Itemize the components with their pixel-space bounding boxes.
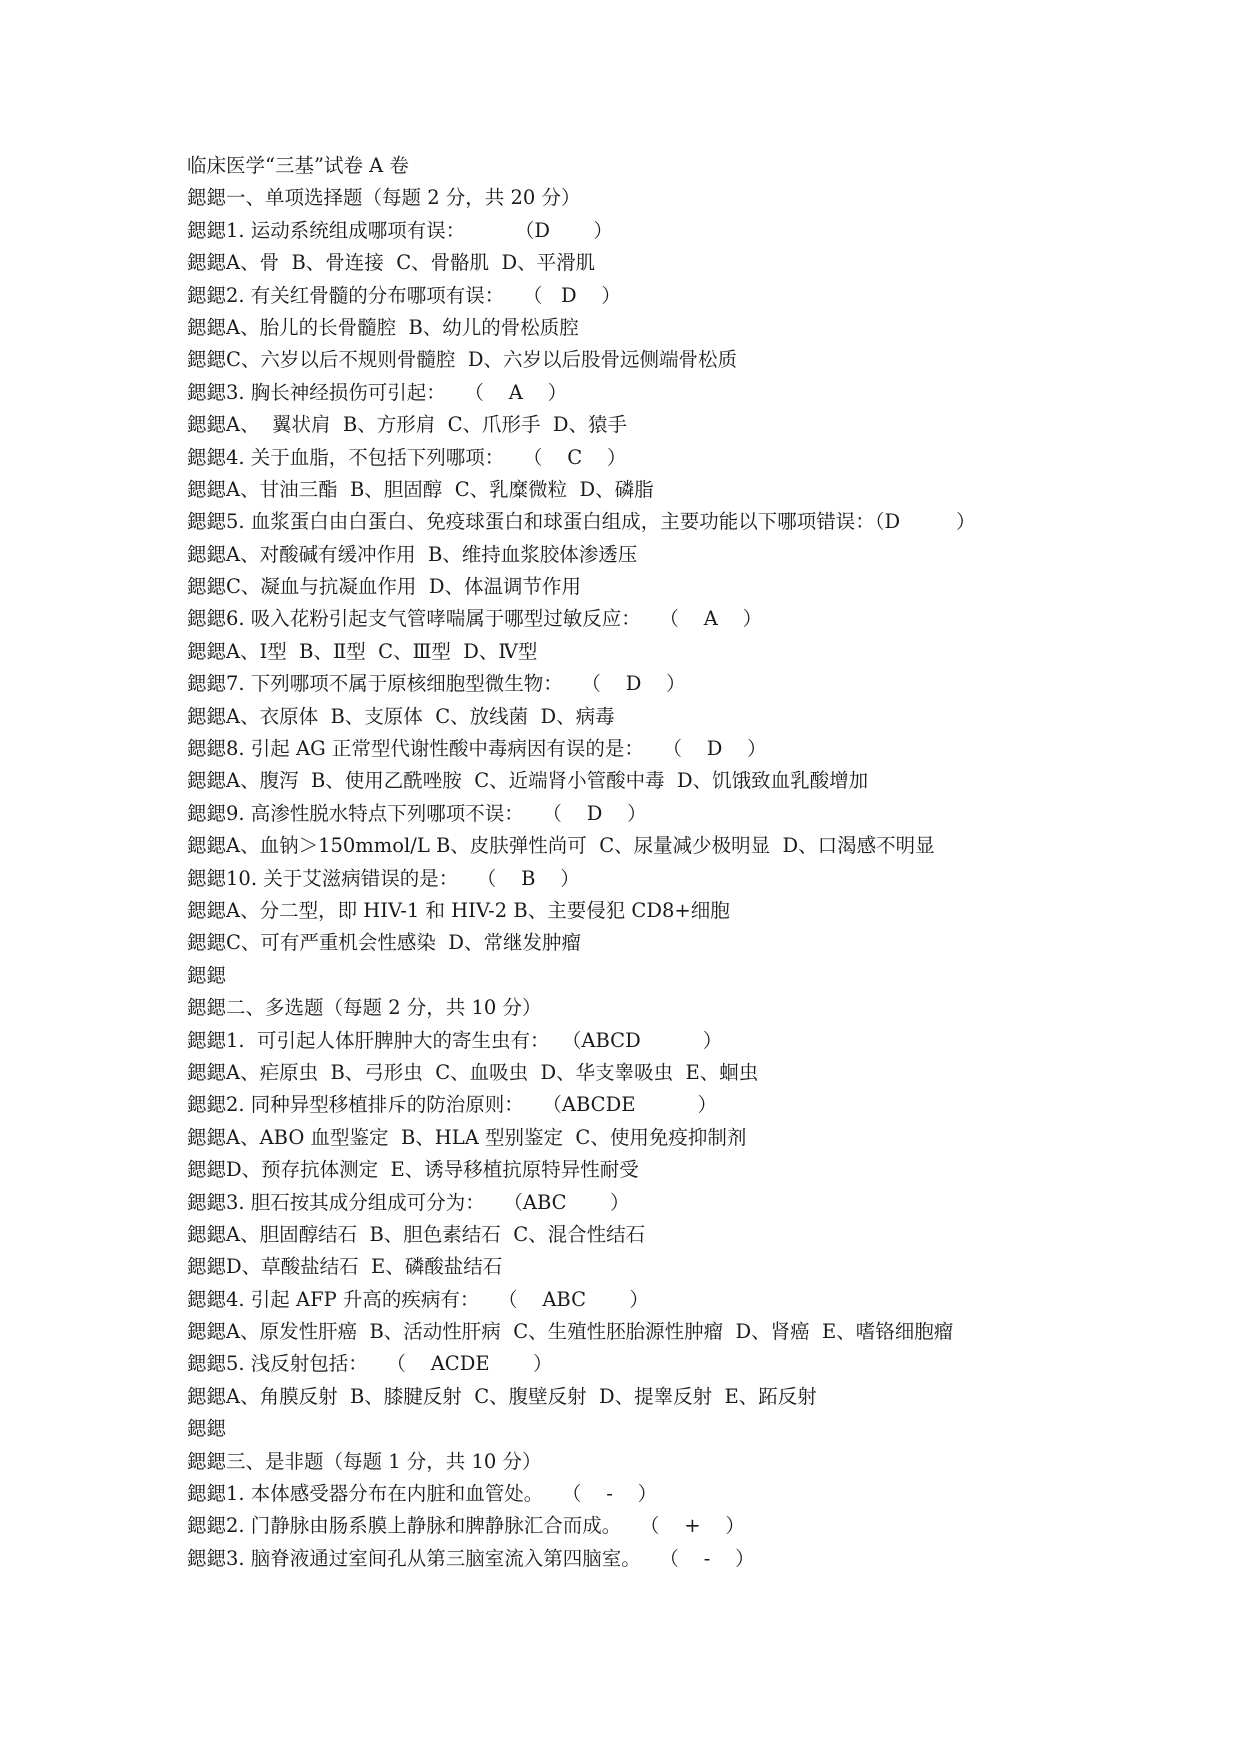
text-line: 鍶鍶C、可有严重机会性感染 D、常继发肿瘤 xyxy=(187,931,581,955)
text-line: 鍶鍶A、 翼状肩 B、方形肩 C、爪形手 D、猿手 xyxy=(187,413,628,437)
text-line: 鍶鍶3. 脑脊液通过室间孔从第三脑室流入第四脑室。 （ - ） xyxy=(187,1546,755,1570)
text-line: 鍶鍶4. 引起 AFP 升高的疾病有： （ ABC ） xyxy=(187,1287,649,1311)
text-line: 鍶鍶D、草酸盐结石 E、磷酸盐结石 xyxy=(187,1255,503,1279)
document-body xyxy=(187,150,1187,1575)
text-line: 鍶鍶1. 可引起人体肝脾肿大的寄生虫有： （ABCD ） xyxy=(187,1028,723,1052)
text-line: 鍶鍶C、凝血与抗凝血作用 D、体温调节作用 xyxy=(187,575,581,599)
text-line: 鍶鍶10. 关于艾滋病错误的是： （ B ） xyxy=(187,866,580,890)
text-line: 鍶鍶三、是非题（每题 1 分，共 10 分） xyxy=(187,1449,542,1473)
text-line: 鍶鍶 xyxy=(187,1417,227,1441)
text-line: 鍶鍶 xyxy=(187,963,227,987)
text-line: 鍶鍶5. 浅反射包括： （ ACDE ） xyxy=(187,1352,553,1376)
text-line: 鍶鍶A、胆固醇结石 B、胆色素结石 C、混合性结石 xyxy=(187,1222,646,1246)
text-line: 鍶鍶4. 关于血脂，不包括下列哪项： （ C ） xyxy=(187,445,627,469)
text-line: 鍶鍶A、角膜反射 B、膝腱反射 C、腹壁反射 D、提睾反射 E、跖反射 xyxy=(187,1384,817,1408)
text-line: 鍶鍶1. 本体感受器分布在内脏和血管处。 （ - ） xyxy=(187,1482,658,1506)
text-line: 鍶鍶2. 有关红骨髓的分布哪项有误： （ D ） xyxy=(187,283,621,307)
text-line: 鍶鍶A、骨 B、骨连接 C、骨骼肌 D、平滑肌 xyxy=(187,251,596,275)
text-line: 鍶鍶5. 血浆蛋白由白蛋白、免疫球蛋白和球蛋白组成，主要功能以下哪项错误：（D ） xyxy=(187,510,976,534)
document-title: 临床医学“三基”试卷 A 卷 xyxy=(187,154,409,177)
text-line: 鍶鍶7. 下列哪项不属于原核细胞型微生物： （ D ） xyxy=(187,672,686,696)
text-line: 鍶鍶A、血钠＞150mmol/L B、皮肤弹性尚可 C、尿量减少极明显 D、口渴感不明显 xyxy=(187,834,935,858)
text-line: 鍶鍶2. 同种异型移植排斥的防治原则： （ABCDE ） xyxy=(187,1093,717,1117)
text-line: 鍶鍶8. 引起 AG 正常型代谢性酸中毒病因有误的是： （ D ） xyxy=(187,737,767,761)
text-line: 鍶鍶二、多选题（每题 2 分，共 10 分） xyxy=(187,996,542,1020)
text-line: 鍶鍶3. 胆石按其成分组成可分为： （ABC ） xyxy=(187,1190,630,1214)
text-line: 鍶鍶A、衣原体 B、支原体 C、放线菌 D、病毒 xyxy=(187,704,615,728)
text-line: 鍶鍶D、预存抗体测定 E、诱导移植抗原特异性耐受 xyxy=(187,1158,639,1182)
text-line: 鍶鍶A、Ⅰ型 B、Ⅱ型 C、Ⅲ型 D、Ⅳ型 xyxy=(187,639,538,663)
text-line: 鍶鍶A、胎儿的长骨髓腔 B、幼儿的骨松质腔 xyxy=(187,315,579,339)
text-line: 鍶鍶A、疟原虫 B、弓形虫 C、血吸虫 D、华支睾吸虫 E、蛔虫 xyxy=(187,1060,759,1084)
text-line: 鍶鍶9. 高渗性脱水特点下列哪项不误： （ D ） xyxy=(187,801,647,825)
text-line: 鍶鍶1. 运动系统组成哪项有误： （D ） xyxy=(187,218,613,242)
text-line: 鍶鍶6. 吸入花粉引起支气管哮喘属于哪型过敏反应： （ A ） xyxy=(187,607,763,631)
text-line: 鍶鍶3. 胸长神经损伤可引起： （ A ） xyxy=(187,380,568,404)
text-line: 鍶鍶A、分二型，即 HIV-1 和 HIV-2 B、主要侵犯 CD8+细胞 xyxy=(187,898,730,922)
text-line: 鍶鍶A、甘油三酯 B、胆固醇 C、乳糜微粒 D、磷脂 xyxy=(187,477,654,501)
text-line: 鍶鍶A、对酸碱有缓冲作用 B、维持血浆胶体渗透压 xyxy=(187,542,638,566)
text-line: 鍶鍶C、六岁以后不规则骨髓腔 D、六岁以后股骨远侧端骨松质 xyxy=(187,348,737,372)
text-line: 鍶鍶2. 门静脉由肠系膜上静脉和脾静脉汇合而成。 （ + ） xyxy=(187,1514,745,1538)
text-line: 鍶鍶A、原发性肝癌 B、活动性肝病 C、生殖性胚胎源性肿瘤 D、肾癌 E、嗜铬细胞瘤 xyxy=(187,1320,954,1344)
text-line: 鍶鍶A、ABO 血型鉴定 B、HLA 型别鉴定 C、使用免疫抑制剂 xyxy=(187,1125,747,1149)
text-line: 鍶鍶A、腹泻 B、使用乙酰唑胺 C、近端肾小管酸中毒 D、饥饿致血乳酸增加 xyxy=(187,769,869,793)
text-line: 鍶鍶一、单项选择题（每题 2 分，共 20 分） xyxy=(187,186,581,210)
